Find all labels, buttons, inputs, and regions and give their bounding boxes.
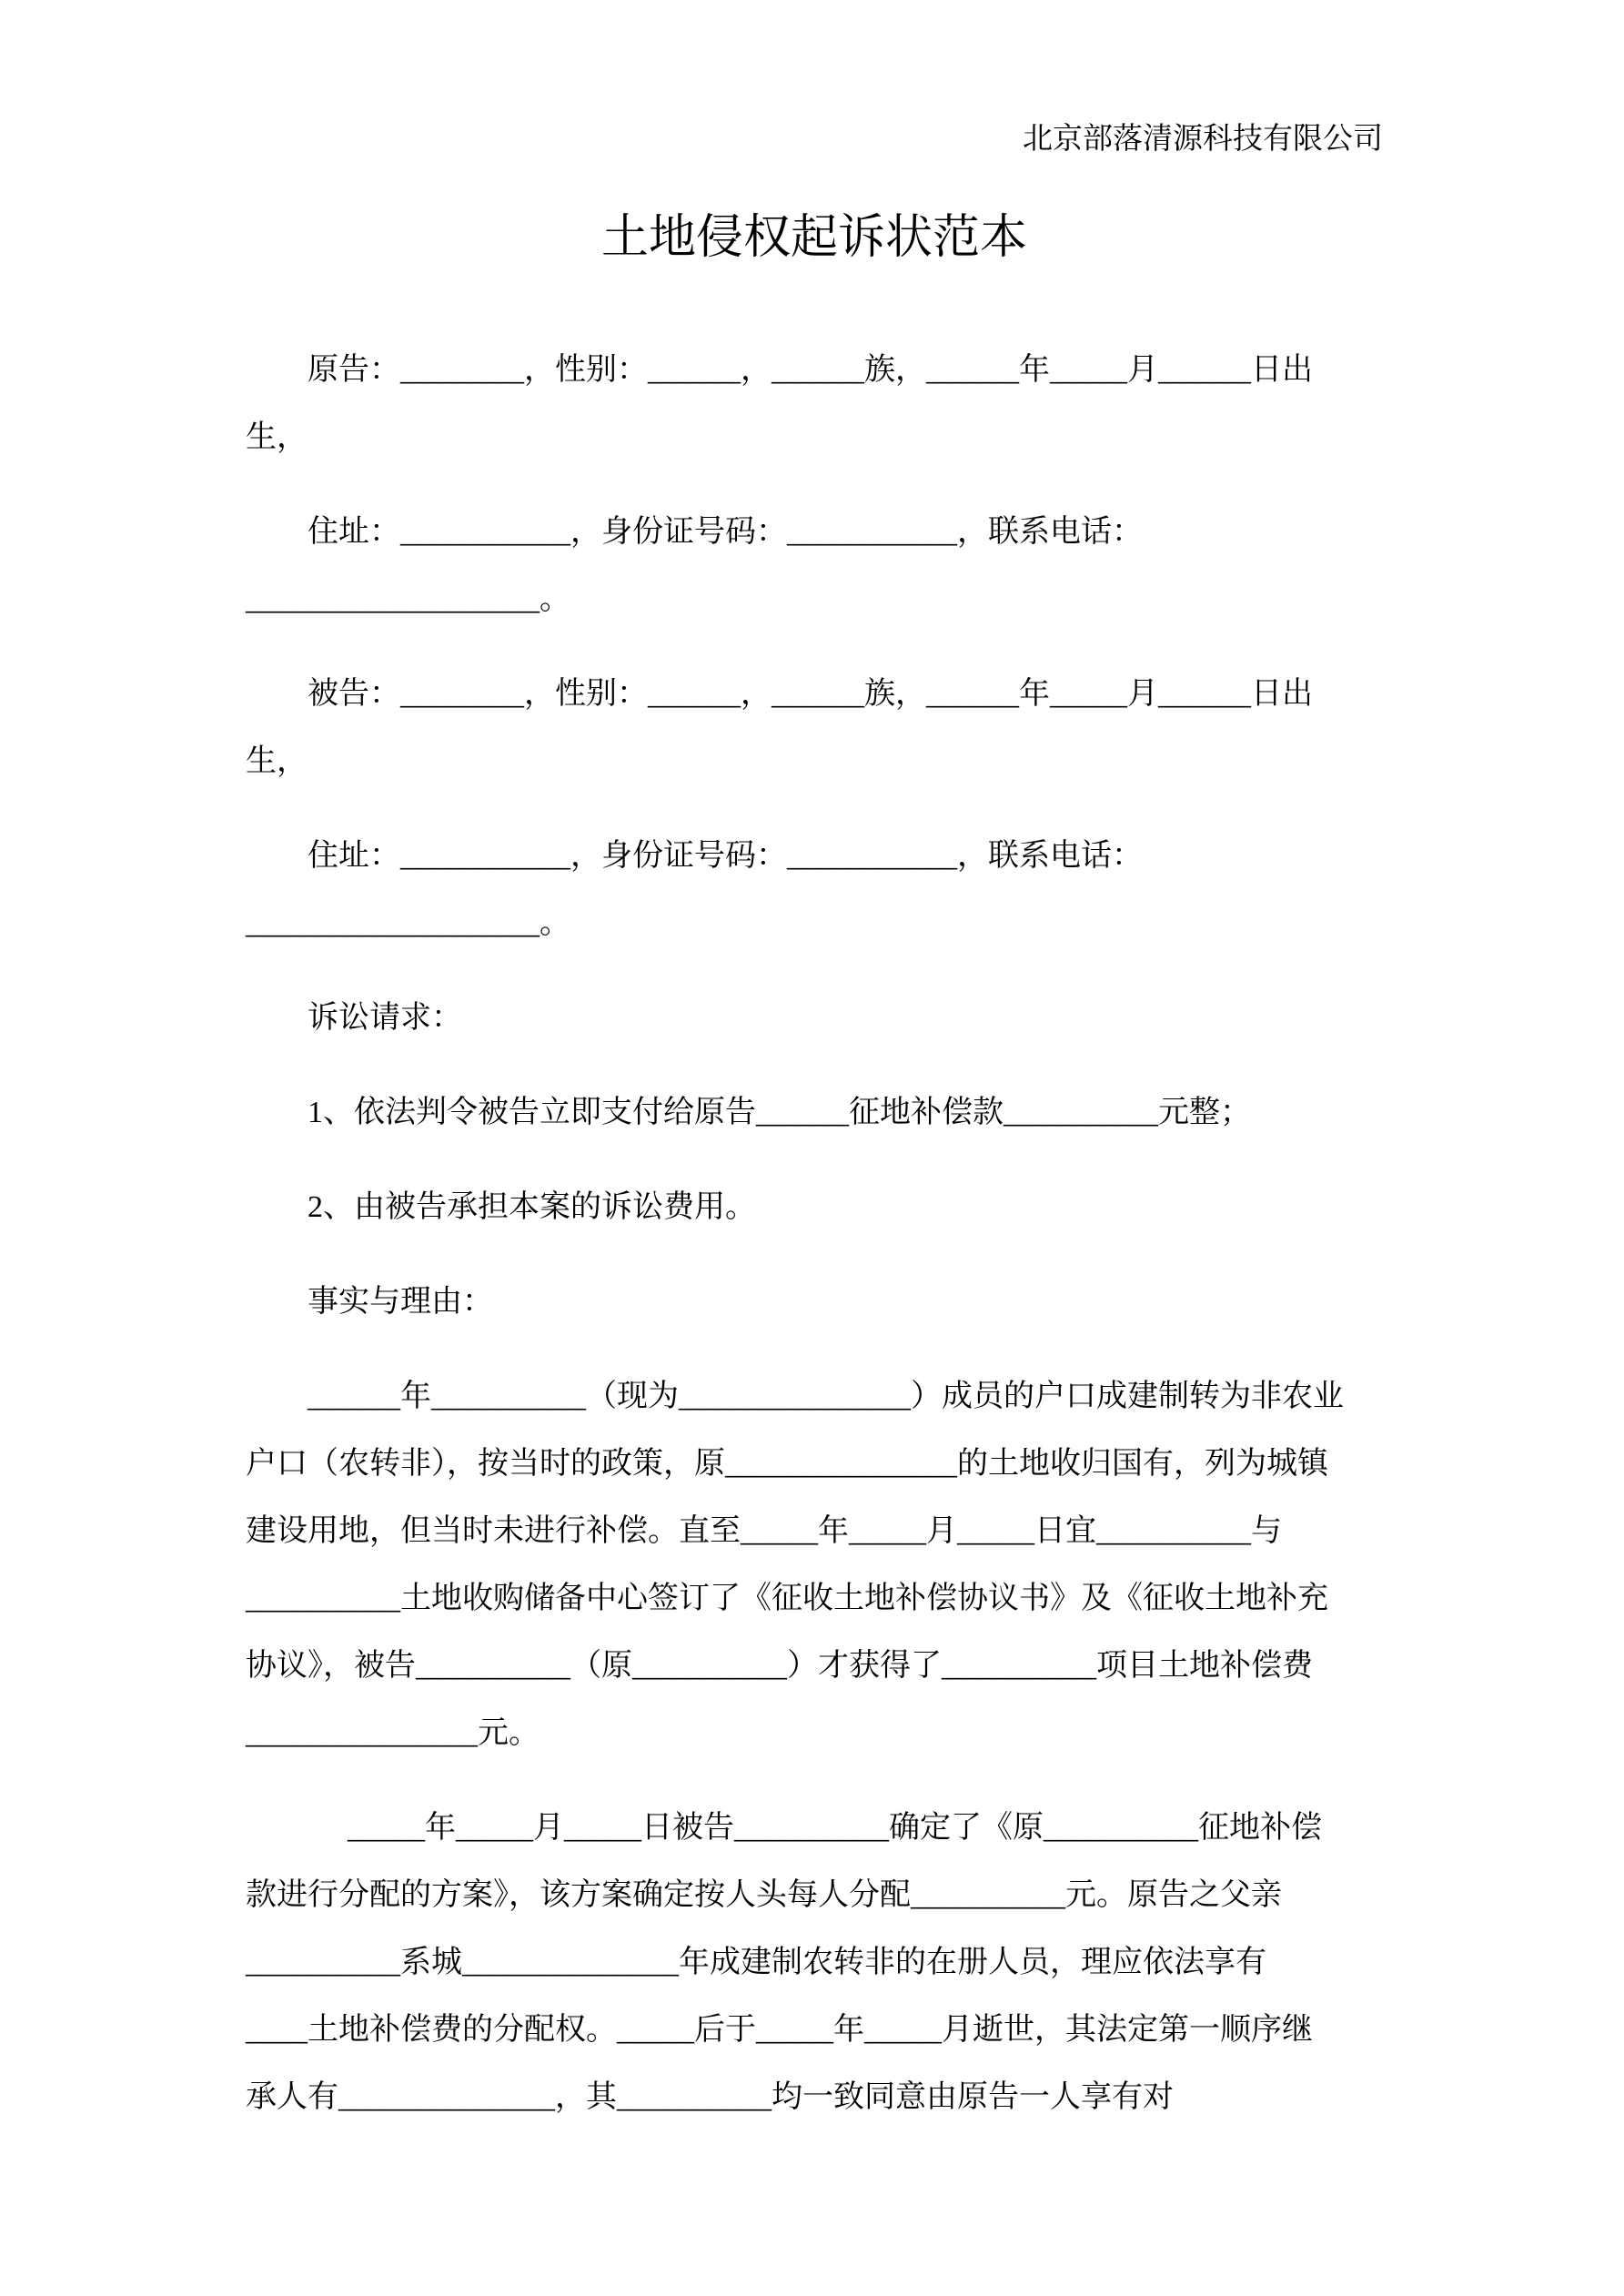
text-line: 承人有______________，其__________均一致同意由原告一人享有对 — [246, 2080, 1174, 2114]
text-line: __________土地收购储备中心签订了《征收土地补偿协议书》及《征收土地补充 — [246, 1582, 1328, 1615]
text-line: 协议》，被告__________（原__________）才获得了__________项目土地补偿费 — [246, 1649, 1313, 1683]
paragraph — [246, 661, 1383, 795]
paragraph — [246, 1079, 1383, 1147]
text-line: 建设用地，但当时未进行补偿。直至_____年_____月_____日宜__________与 — [246, 1514, 1282, 1548]
text-line: 款进行分配的方案》，该方案确定按人头每人分配__________元。原告之父亲 — [246, 1878, 1282, 1912]
text-line: 诉讼请求： — [308, 1001, 462, 1035]
text-line: 被告：________，性别：______，______族，______年_____月______日出 — [308, 677, 1313, 711]
text-line: 户口（农转非），按当时的政策，原_______________的土地收归国有，列为城镇 — [246, 1447, 1328, 1481]
company-header: 北京部落清源科技有限公司 — [1023, 121, 1383, 155]
text-line: 生， — [246, 744, 308, 778]
text-line: __________系城______________年成建制农转非的在册人员，理应依法享有 — [246, 1946, 1266, 1979]
text-line: 2、由被告承担本案的诉讼费用。 — [308, 1190, 756, 1224]
text-line: 原告：________，性别：______，______族，______年_____月______日出 — [308, 353, 1313, 387]
page-title: 土地侵权起诉状范本 — [600, 212, 1027, 264]
paragraph — [246, 823, 1383, 957]
paragraph — [246, 1363, 1383, 1767]
paragraph — [246, 1174, 1383, 1241]
text-line: ____土地补偿费的分配权。_____后于_____年_____月逝世，其法定第一顺序继 — [246, 2013, 1313, 2047]
paragraph — [246, 985, 1383, 1052]
text-line: ___________________。 — [246, 906, 570, 940]
text-line: _______________元。 — [246, 1716, 540, 1750]
text-line: ______年__________（现为_______________）成员的户口成建制转为非农业 — [308, 1380, 1344, 1413]
text-line: ___________________。 — [246, 582, 570, 616]
paragraph — [246, 1795, 1383, 2131]
text-line: 生， — [246, 420, 308, 454]
text-line: 住址：___________，身份证号码：___________，联系电话： — [308, 515, 1143, 549]
paragraph — [246, 1269, 1383, 1336]
paragraph — [246, 337, 1383, 471]
text-line: 住址：___________，身份证号码：___________，联系电话： — [308, 839, 1143, 873]
text-line: 事实与理由： — [308, 1285, 493, 1319]
document-body — [246, 337, 1383, 2131]
paragraph — [246, 499, 1383, 633]
text-line: 1、依法判令被告立即支付给原告______征地补偿款__________元整； — [308, 1096, 1251, 1129]
text-line: _____年_____月_____日被告__________确定了《原__________征地补偿 — [348, 1811, 1322, 1845]
